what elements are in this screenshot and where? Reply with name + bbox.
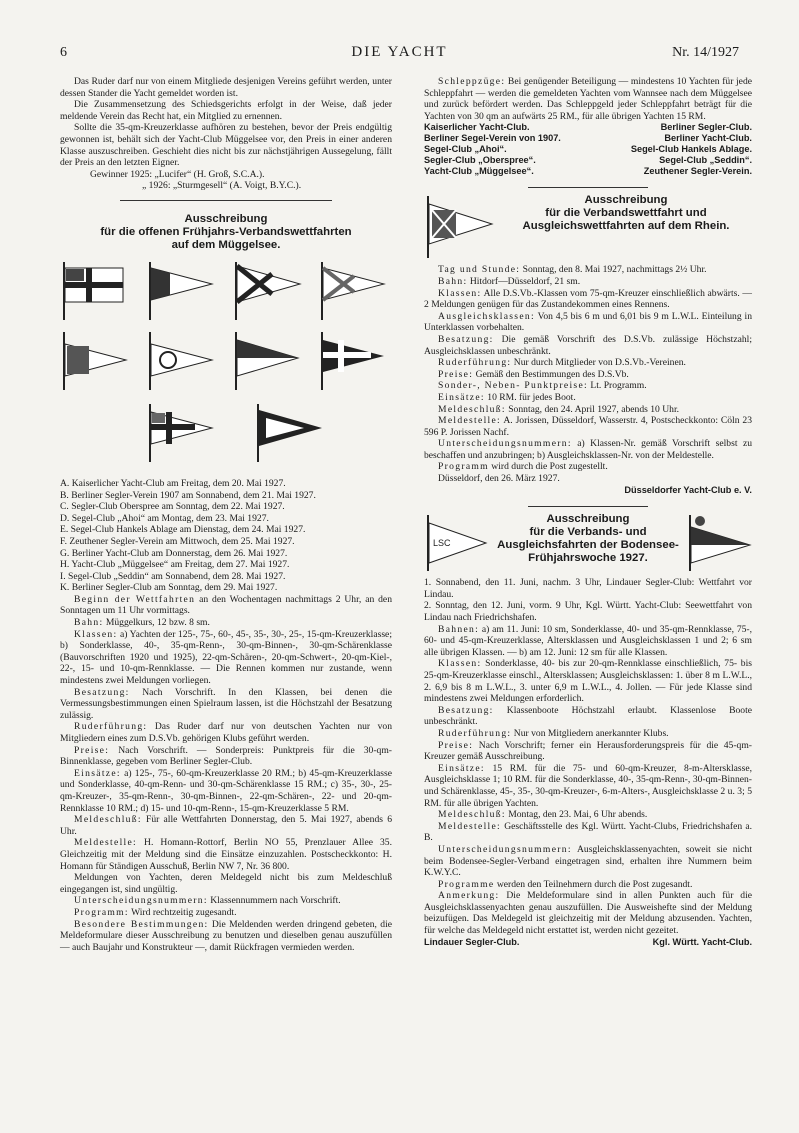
rule-paragraph: Düsseldorf, den 26. März 1927.	[438, 473, 560, 485]
flag-k-berliner-segler-club	[254, 402, 326, 464]
rule-paragraph: Besatzung: Klassenboote Höchstzahl erlaubt. Klassenlose Boote unbeschränkt.	[424, 704, 752, 728]
intro-paragraph: Das Ruder darf nur von einem Mitgliede desjenigen Vereins geführt werden, unter dessen Stander die Yacht gemeldet worden ist.	[60, 76, 392, 99]
race-entry: C. Segler-Club Oberspree am Sonntag, dem 22. Mai 1927.	[60, 501, 285, 513]
rule-paragraph: Einsätze: 15 RM. für die 75- und 60-qm-Kreuzer, 8-m-Altersklasse, Ausgleichsklasse 1; 10 RM. für die Sonderklasse, 40-, 35-qm-Renn-, 30-qm-Binnen- und Schärenklasse, 45-, 35-, 30-qm-Kreuzer-, 6-m-Alters-, Ausgleichsklasse 2 u. 3; 5 RM. für alle übrigen Yachten.	[424, 762, 752, 809]
race-entry: G. Berliner Yacht-Club am Donnerstag, dem 26. Mai 1927.	[60, 547, 288, 559]
club-name: Segel-Club „Seddin“.	[659, 155, 752, 166]
rule-paragraph: Preise: Gemäß den Bestimmungen des D.S.Vb.	[438, 368, 629, 380]
club-name: Berliner Yacht-Club.	[664, 133, 752, 144]
club-name: Berliner Segler-Club.	[660, 122, 752, 133]
rule-paragraph: Meldestelle: Geschäftsstelle des Kgl. Württ. Yacht-Clubs, Friedrichshafen a. B.	[424, 820, 752, 844]
rule-paragraph: Bahn: Müggelkurs, 12 bzw. 8 sm.	[74, 617, 210, 629]
heading-line: für die Verbands- und Ausgleichsfahrten der Bodensee-Frühjahrswoche 1927.	[497, 526, 679, 565]
rhein-rules	[424, 264, 752, 496]
rule-paragraph: Programme werden den Teilnehmern durch die Post zugesandt.	[438, 878, 693, 890]
rule-paragraph: Meldestelle: A. Jorissen, Düsseldorf, Wasserstr. 4, Postscheckkonto: Cöln 23 596 P. Jorissen Nachf.	[424, 415, 752, 438]
club-name: Kaiserlicher Yacht-Club.	[424, 122, 530, 133]
race-entry: I. Segel-Club „Seddin“ am Sonnabend, dem 28. Mai 1927.	[60, 570, 286, 582]
race-entry: H. Yacht-Club „Müggelsee“ am Freitag, dem 27. Mai 1927.	[60, 559, 290, 571]
left-column	[60, 76, 392, 953]
rule-paragraph: Preise: Nach Vorschrift; ferner ein Herausforderungspreis für die 45-qm-Kreuzer gemäß Ausschreibung.	[424, 739, 752, 763]
rule-paragraph: Meldeschluß: Für alle Wettfahrten Donnerstag, den 5. Mai 1927, abends 6 Uhr.	[60, 814, 392, 837]
flag-lindauer-segler-club	[424, 513, 490, 573]
club-name: Yacht-Club „Müggelsee“.	[424, 166, 534, 177]
rule-paragraph: Sonder-, Neben- Punktpreise: Lt. Programm.	[438, 380, 647, 392]
rule-paragraph: Ruderführung: Nur durch Mitglieder von D.S.Vb.-Vereinen.	[438, 357, 686, 369]
rule-paragraph: Beginn der Wettfahrten an den Wochentagen nachmittags 2 Uhr, an den Sonntagen um 11 Uhr vormittags.	[60, 593, 392, 617]
club-flags-row	[146, 402, 392, 464]
divider	[528, 187, 648, 188]
section-heading	[496, 513, 680, 565]
rule-paragraph: Meldeschluß: Sonntag, den 24. April 1927, abends 10 Uhr.	[438, 403, 680, 415]
date-entry: 1. Sonnabend, den 11. Juni, nachm. 3 Uhr, Lindauer Segler-Club: Wettfahrt vor Lindau.	[424, 577, 752, 600]
race-entry: B. Berliner Segler-Verein 1907 am Sonnabend, dem 21. Mai 1927.	[60, 489, 316, 501]
club-signatures	[424, 122, 752, 177]
club-name: Kgl. Württ. Yacht-Club.	[652, 936, 752, 947]
rule-paragraph: Ruderführung: Nur von Mitgliedern anerkannter Klubs.	[438, 727, 669, 739]
rule-paragraph: Unterscheidungsnummern: Klassennummern nach Vorschrift.	[74, 895, 341, 907]
race-schedule	[60, 478, 392, 594]
heading-line: Ausschreibung	[184, 212, 268, 225]
race-rules	[60, 594, 392, 953]
rule-paragraph: Besatzung: Nach Vorschrift. In den Klassen, bei denen die Vermessungsbestimmungen einen Spielraum lassen, ist die Höchstzahl der Besatzung zulässig.	[60, 686, 392, 721]
club-name: Segler-Club „Oberspree“.	[424, 155, 536, 166]
club-name: Zeuthener Segler-Verein.	[643, 166, 752, 177]
rule-paragraph: Ruderführung: Das Ruder darf nur von deutschen Yachten nur von Mitgliedern eines zum D.S.Vb. gehörigen Klubs geführt werden.	[60, 721, 392, 744]
heading-line: Ausschreibung	[546, 513, 630, 526]
club-name: Segel-Club „Ahoi“.	[424, 144, 507, 155]
flag-b-berliner-segler-verein	[146, 260, 218, 322]
bodensee-heading-block	[424, 513, 752, 573]
divider	[528, 506, 648, 507]
rule-paragraph: Tag und Stunde: Sonntag, den 8. Mai 1927, nachmittags 2½ Uhr.	[438, 264, 707, 276]
rule-paragraph: Unterscheidungsnummern: Ausgleichsklassenyachten, soweit sie nicht beim Bodensee-Segler-Verband eingetragen sind, erhalten ihre Nummern beim K.W.Y.C.	[424, 843, 752, 879]
rule-paragraph: Einsätze: 10 RM. für jedes Boot.	[438, 391, 576, 403]
winner-line: „ 1926: „Sturmgesell“ (A. Voigt, B.Y.C.).	[142, 180, 302, 192]
heading-line: Ausschreibung	[584, 194, 668, 207]
right-column	[424, 76, 752, 948]
heading-line: für die Verbandswettfahrt und Ausgleichswettfahrten auf dem Rhein.	[522, 207, 730, 233]
club-name: Berliner Segel-Verein von 1907.	[424, 133, 561, 144]
race-entry: A. Kaiserlicher Yacht-Club am Freitag, dem 20. Mai 1927.	[60, 477, 286, 489]
rule-paragraph: Meldungen von Yachten, deren Meldegeld nicht bis zum Meldeschluß eingegangen ist, sind ungültig.	[60, 872, 392, 895]
flag-c-segler-club-oberspree	[232, 260, 304, 322]
race-entry: K. Berliner Segler-Club am Sonntag, dem 29. Mai 1927.	[60, 582, 278, 594]
rule-paragraph: Klassen: a) Yachten der 125-, 75-, 60-, 45-, 35-, 30-, 25-, 15-qm-Kreuzerklasse; b) Sonderklasse, 40-, 35-qm-Renn-, 30-qm-Binnen-, 30-qm-Schärenklasse (Bauvorschriften 1920 und 1925), 22-qm-Schären-, 20-qm-Schwert-, 20-qm-Kiel-, 22-, 15- und 10-qm-Rennklasse. — Die Rennen kommen nur zustande, wenn mindestens zwei Meldungen vorliegen.	[60, 628, 392, 687]
rule-paragraph: Besatzung: Die gemäß Vorschrift des D.S.Vb. zulässige Höchstzahl; Ausgleichsklassen unbeschränkt.	[424, 333, 752, 357]
race-entry: F. Zeuthener Segler-Verein am Mittwoch, dem 25. Mai 1927.	[60, 535, 295, 547]
rhein-signature: Düsseldorfer Yacht-Club e. V.	[624, 484, 752, 495]
bodensee-signatures	[424, 937, 752, 949]
flag-h-yacht-club-mueggelsee	[318, 330, 390, 392]
winner-line: Gewinner 1925: „Lucifer“ (H. Groß, S.C.A.).	[90, 168, 265, 180]
section-heading	[60, 213, 392, 252]
club-flags-grid	[60, 260, 392, 392]
race-entry: E. Segel-Club Hankels Ablage am Dienstag, dem 24. Mai 1927.	[60, 524, 306, 536]
page-number: 6	[60, 45, 67, 60]
rule-paragraph: Meldestelle: H. Homann-Rottorf, Berlin NO 55, Prenzlauer Allee 35. Gleichzeitig mit der Meldung sind die Einsätze einzuzahlen. Postscheckkonto: H. Homann für Ständigen Ausschuß, Berlin NW 7, Nr. 36 800.	[60, 837, 392, 872]
club-name: Lindauer Segler-Club.	[424, 936, 520, 947]
rule-paragraph: Bahnen: a) am 11. Juni: 10 sm, Sonderklasse, 40- und 35-qm-Rennklasse, 75-, 60- und 45-qm-Kreuzerklasse, Altersklassen und Ausgleichsklassen 1 und 2; 6 sm alle übrigen Klassen. — b) am 12. Juni: 12 sm für alle Klassen.	[424, 623, 752, 658]
club-name: Segel-Club Hankels Ablage.	[630, 144, 752, 155]
rule-paragraph: Meldeschluß: Montag, den 23. Mai, 6 Uhr abends.	[438, 809, 648, 821]
intro-paragraph: Die Zusammensetzung des Schiedsgerichts erfolgt in der Weise, daß jeder meldende Verein das Recht hat, ein Mitglied zu ernennen.	[60, 99, 392, 122]
rule-paragraph: Anmerkung: Die Meldeformulare sind in allen Punkten auch für die Ausgleichsklassenyachten genau auszufüllen. Die Ausweishefte sind der Meldung beizufügen. Das Meldegeld ist gleichzeitig mit der Meldung abzusenden. Yachten, für welche das Meldegeld nicht erstattet ist, werden nicht gezeitet.	[424, 890, 752, 937]
rule-paragraph: Klassen: Alle D.S.Vb.-Klassen vom 75-qm-Kreuzer einschließlich abwärts. — 2 Meldungen genügen für das Zustandekommen eines Rennens.	[424, 287, 752, 311]
race-entry: D. Segel-Club „Ahoi“ am Montag, dem 23. Mai 1927.	[60, 512, 269, 524]
flag-i-segel-club-seddin	[146, 402, 218, 464]
heading-line: auf dem Müggelsee.	[171, 238, 281, 251]
schlepp-paragraph: Schleppzüge: Bei genügender Beteiligung — mindestens 10 Yachten für jede Schleppfahrt — werden die gemeldeten Yachten vom Wannsee nach dem Müggelsee und zurück befördert werden. Das Schleppgeld jeder Schleppfahrt beträgt für die Yachten von 30 qm an aufwärts 25 RM., für alle übrigen Yachten 15 RM.	[424, 76, 752, 122]
flag-duesseldorfer-yacht-club	[424, 194, 494, 260]
rule-paragraph: Ausgleichsklassen: Von 4,5 bis 6 m und 6,01 bis 9 m L.W.L. Einteilung in Unterklassen vorbehalten.	[424, 310, 752, 334]
rule-paragraph: Einsätze: a) 125-, 75-, 60-qm-Kreuzerklasse 20 RM.; b) 45-qm-Kreuzerklasse und Sonderklasse, 40-qm-Renn- und 30-qm-Schärenklasse 15 RM.; c) 35-, 30-, 25-qm-Kreuzer-, 35-qm-Renn-, 30-qm-Binnen-, 22-qm-Schären-, 22- und 20-qm-Rennklasse 10 RM.; d) 15- und 10-qm-Renn-, 15-qm-Kreuzerklasse 5 RM.	[60, 767, 392, 814]
rule-paragraph: Bahn: Hitdorf—Düsseldorf, 21 sm.	[438, 275, 581, 287]
section-heading	[500, 194, 752, 233]
issue-number: Nr. 14/1927	[672, 45, 739, 60]
flag-d-segel-club-ahoi	[318, 260, 390, 322]
flag-kgl-wuerttembergischer-yacht-club	[686, 513, 752, 573]
rule-paragraph: Programm wird durch die Post zugestellt.	[438, 461, 608, 473]
rule-paragraph: Programm: Wird rechtzeitig zugesandt.	[74, 906, 237, 918]
flag-e-segel-club-hankels-ablage	[60, 330, 132, 392]
flag-a-kaiserlicher-yacht-club	[60, 260, 132, 322]
flag-g-berliner-yacht-club	[232, 330, 304, 392]
flag-label: LSC	[433, 538, 451, 549]
divider	[120, 200, 332, 201]
intro-paragraph: Sollte die 35-qm-Kreuzerklasse aufhören zu bestehen, bevor der Preis endgültig gewonnen ist, behält sich der Yacht-Club Müggelsee vor, den Preis in einer anderen Klasse auszuschreiben. Geschieht dies nicht bis zur nächstjährigen Aussegelung, fällt der Preis an den letzten Eigner.	[60, 122, 392, 169]
rule-paragraph: Unterscheidungsnummern: a) Klassen-Nr. gemäß Vorschrift selbst zu beschaffen und anzubringen; b) Ausgleichsklassen-Nr. von der Meldestelle.	[424, 438, 752, 461]
date-entry: 2. Sonntag, den 12. Juni, vorm. 9 Uhr, Kgl. Württ. Yacht-Club: Seewettfahrt von Lindau nach Friedrichshafen.	[424, 600, 752, 624]
heading-line: für die offenen Frühjahrs-Verbandswettfahrten	[100, 225, 352, 238]
rule-paragraph: Klassen: Sonderklasse, 40- bis zur 20-qm-Rennklasse einschließlich, 75- bis 25-qm-Kreuzerklasse einschl., Altersklassen; Ausgleichsklassen: 1. über 8 m L.W.L., 2. 6,9 bis 8 m L.W.L., 3. unter 6,9 m L.W.L., 4. Jollen. — Für jede Klasse sind mindestens zwei Meldungen erforderlich.	[424, 658, 752, 705]
flag-f-zeuthener-segler-verein	[146, 330, 218, 392]
rule-paragraph: Besondere Bestimmungen: Die Meldenden werden dringend gebeten, die Meldeformulare dieser Ausschreibung zu benutzen und dieselben genau auszufüllen — auch Baujahr und Konstrukteur —, damit Rückfragen vermieden werden.	[60, 918, 392, 953]
rule-paragraph: Preise: Nach Vorschrift. — Sonderpreis: Punktpreis für die 30-qm-Binnenklasse, gegeben vom Berliner Segler-Club.	[60, 744, 392, 768]
page-title: DIE YACHT	[351, 44, 448, 60]
rhein-heading-block	[424, 194, 752, 260]
bodensee-rules	[424, 577, 752, 948]
